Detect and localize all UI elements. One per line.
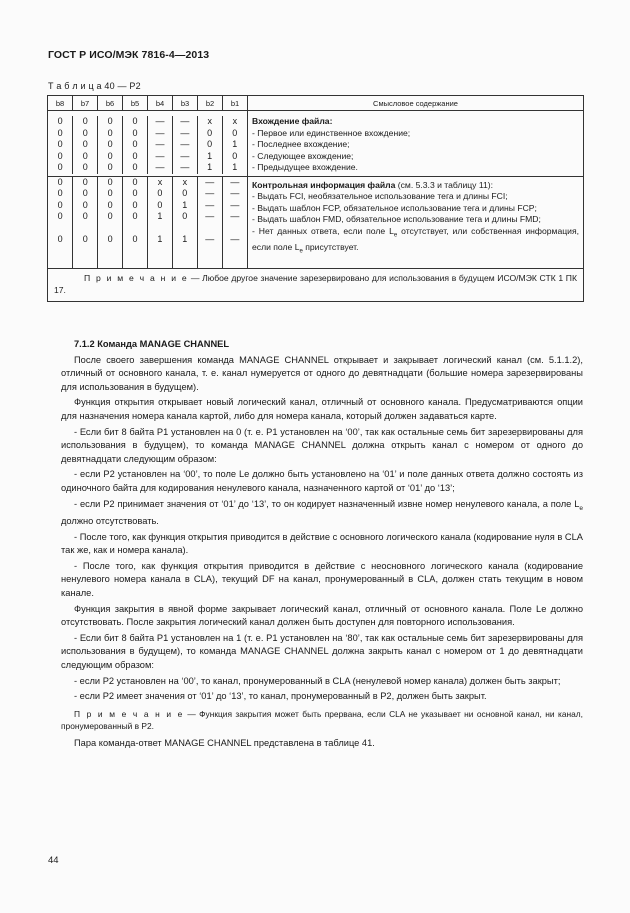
bit-cell — [222, 223, 247, 235]
bit-cell: 0 — [123, 139, 148, 151]
group1-title: Вхождение файла: — [252, 116, 333, 126]
section-heading: 7.1.2 Команда MANAGE CHANNEL — [74, 339, 230, 349]
bit-cell: x — [197, 116, 222, 128]
group1-line3: - Следующее вхождение; — [252, 150, 354, 161]
header-b6: b6 — [98, 96, 123, 111]
bit-cell: 1 — [172, 200, 197, 212]
paragraph-3: - Если бит 8 байта P1 установлен на 0 (т. е. P1 установлен на ‘00’, так как остальные семь бит зарезервированы для использования в будущем), то команда MANAGE CHANNEL должна открыть канал с номером от одного до девятнадцати следующим образом: — [61, 426, 583, 464]
bit-row — [48, 139, 247, 151]
table-row-group1 — [48, 111, 584, 177]
bit-cell: 0 — [48, 128, 73, 140]
bit-cell: 0 — [48, 188, 73, 200]
meaning-group1 — [248, 111, 584, 177]
bit-cell: — — [148, 116, 173, 128]
bit-cell — [172, 223, 197, 235]
bit-cell: — — [230, 211, 240, 221]
bit-cell: x — [172, 177, 197, 189]
p2-table — [47, 95, 584, 302]
bit-row — [48, 177, 247, 189]
paragraph-7: - После того, как функция открытия приводится в действие с неосновного логического канала (кодирование ненулевого номера канала в CLA), текущий DF на канал, пронумерованный в CLA, должен стать текущим в новом канале. — [61, 560, 583, 598]
bit-cell: 0 — [98, 200, 123, 212]
bit-cell: 0 — [48, 139, 73, 151]
bit-cell: 0 — [98, 128, 123, 140]
paragraph-12: Пара команда-ответ MANAGE CHANNEL представлена в таблице 41. — [74, 737, 375, 748]
body-note — [61, 708, 583, 733]
bit-cell: — — [172, 116, 197, 128]
bit-cell: — — [148, 139, 173, 151]
bit-cell — [123, 223, 148, 235]
group2-line3: - Выдать шаблон FMD, обязательное использование тега и длины FMD; — [252, 214, 541, 224]
bit-cell: 1 — [197, 162, 222, 174]
bit-cell: 0 — [73, 177, 98, 189]
bit-cell: — — [172, 128, 197, 140]
bit-cell: 0 — [123, 151, 148, 163]
bit-cell: 0 — [197, 128, 222, 140]
bit-cell: 0 — [98, 116, 123, 128]
bit-cell: 1 — [172, 234, 197, 268]
body-note-label: П р и м е ч а н и е — [74, 708, 184, 719]
header-b5: b5 — [123, 96, 148, 111]
bit-row — [48, 188, 247, 200]
header-b4: b4 — [148, 96, 173, 111]
bit-cell: 0 — [123, 162, 148, 174]
bit-cell: 0 — [98, 177, 123, 189]
bit-cell: 0 — [98, 162, 123, 174]
bit-cell: 0 — [73, 162, 98, 174]
bit-cell: — — [197, 177, 222, 189]
page-header: ГОСТ Р ИСО/МЭК 7816-4—2013 — [48, 49, 210, 61]
bit-cell: 0 — [98, 211, 123, 223]
bit-cell: 0 — [148, 200, 173, 212]
group2-heading — [252, 180, 579, 192]
table-note-text: — Любое другое значение зарезервировано для использования в будущем ИСО/МЭК СТК 1 ПК 17. — [54, 273, 577, 295]
group2-title: Контрольная информация файла — [252, 179, 396, 190]
group2-title-suffix: (см. 5.3.3 и таблицу 11): — [395, 179, 494, 190]
table-header-row — [48, 96, 584, 111]
bit-cell: 0 — [48, 162, 73, 174]
paragraph-5 — [61, 498, 583, 529]
bit-cell: — — [172, 139, 197, 151]
bit-cell: 0 — [73, 234, 98, 268]
bit-cell: 0 — [123, 116, 148, 128]
page-number: 44 — [48, 855, 59, 866]
header-b3: b3 — [173, 96, 198, 111]
bit-cell: — — [148, 128, 173, 140]
group2-line4-b: отсутствует, или собственная информация, если поле L — [252, 225, 580, 252]
bit-cell: 0 — [98, 139, 123, 151]
bit-cell: 1 — [148, 211, 173, 223]
group2-line4-c: присутствует. — [302, 241, 359, 252]
paragraph-11: - если P2 имеет значения от ‘01’ до ‘13’, то канал, пронумерованный в P2, должен быть закрыт. — [74, 691, 487, 702]
bit-cell: — — [230, 234, 240, 244]
paragraph-4: - если P2 установлен на ‘00’, то поле Le должно быть установлено на ‘01’ и поле данных ответа должно состоять из одиночного байта для кодирования ненулевого канала, назначенного картой от ‘01’ до ‘13’; — [61, 469, 583, 493]
paragraph-5-sub: e — [579, 504, 583, 512]
bit-cell: 0 — [232, 150, 238, 161]
bit-cell: — — [172, 162, 197, 174]
bit-cell: 0 — [73, 139, 98, 151]
bit-cell: 0 — [48, 200, 73, 212]
bit-cell: 0 — [148, 188, 173, 200]
table-note-row — [48, 269, 584, 302]
bit-cell — [197, 223, 222, 235]
bit-cell: — — [230, 199, 240, 210]
bit-cell: 1 — [232, 162, 238, 172]
bit-cell — [148, 223, 173, 235]
bit-cell — [48, 223, 73, 235]
group2-line2: - Выдать шаблон FCP, обязательное использование тега и длины FCP; — [252, 202, 537, 213]
bit-cell: 0 — [73, 116, 98, 128]
bit-cell — [98, 223, 123, 235]
bit-cell: 0 — [232, 127, 238, 138]
bit-cell: 0 — [48, 211, 73, 223]
bit-cell: 0 — [123, 234, 148, 268]
bit-row — [48, 223, 247, 235]
group2-line4-a: - Нет данных ответа, если поле L — [252, 225, 394, 236]
table-note-text-block — [54, 273, 577, 296]
bit-cell: 0 — [98, 234, 123, 268]
bit-cell: 0 — [172, 211, 197, 223]
bit-row — [48, 116, 247, 128]
paragraph-8: Функция закрытия в явной форме закрывает логический канал, отличный от основного канала. Поле Le должно отсутствовать. После закрытия логический канал должен быть доступен для повторного использования. — [61, 603, 583, 628]
bit-cell: 0 — [98, 151, 123, 163]
bit-cell: — — [148, 162, 173, 174]
bit-cell: 0 — [98, 188, 123, 200]
table-note — [48, 269, 584, 302]
group2-sub-2: e — [299, 248, 303, 255]
bit-cell: 1 — [197, 151, 222, 163]
bit-cell: — — [197, 188, 222, 200]
bit-cell: 0 — [73, 128, 98, 140]
bit-cell: 0 — [123, 128, 148, 140]
bit-cell: 1 — [148, 234, 173, 268]
bit-cell: 0 — [123, 211, 148, 223]
bit-cell: 0 — [73, 151, 98, 163]
header-b1: b1 — [223, 96, 248, 111]
group2-line4 — [252, 226, 579, 258]
bit-cell: 0 — [123, 177, 148, 189]
bit-row — [48, 200, 247, 212]
meaning-group2 — [248, 176, 584, 269]
bits-grid-group1 — [48, 116, 247, 174]
bit-cell: — — [148, 151, 173, 163]
bit-cell: 0 — [197, 139, 222, 151]
paragraph-9: - Если бит 8 байта P1 установлен на 1 (т. е. P1 установлен на ‘80’, так как остальные семь бит зарезервированы для использования в будущем), то команда MANAGE CHANNEL должна закрыть канал с номером от 1 до девятнадцати следующим образом: — [61, 632, 583, 670]
bit-cell: — — [197, 200, 222, 212]
header-b7: b7 — [73, 96, 98, 111]
bit-cell: 0 — [123, 188, 148, 200]
bit-cell: — — [197, 234, 222, 268]
bit-cell: 0 — [73, 200, 98, 212]
paragraph-5-text: - если P2 принимает значения от ‘01’ до ‘13’, то он кодирует назначенный извне номер ненулевого канала, а поле L — [74, 498, 580, 509]
bit-cell: x — [148, 177, 173, 189]
bit-cell: 1 — [232, 139, 238, 149]
bit-cell — [73, 223, 98, 235]
paragraph-2: Функция открытия открывает новый логический канал, отличный от основного канала. Предусматриваются опции для назначения номера канала картой, либо для номера канала, который должен задаваться карте. — [61, 397, 583, 421]
paragraph-10: - если P2 установлен на ‘00’, то канал, пронумерованный в CLA (ненулевой номер канала) должен быть закрыт; — [74, 675, 561, 686]
table-row-group2 — [48, 176, 584, 269]
table-note-label: П р и м е ч а н и е — [84, 273, 189, 283]
group1-line1: - Первое или единственное вхождение; — [252, 127, 411, 138]
table-caption: Т а б л и ц а 40 — P2 — [48, 81, 141, 91]
bits-group1 — [48, 111, 248, 177]
bit-cell: 0 — [73, 211, 98, 223]
bit-cell: — — [230, 176, 240, 187]
bit-cell: — — [172, 151, 197, 163]
bit-cell: x — [232, 116, 238, 126]
bit-cell: 0 — [48, 116, 73, 128]
group2-sub-1: e — [393, 232, 398, 239]
bit-cell: — — [230, 188, 240, 198]
bit-cell: 0 — [48, 177, 73, 189]
header-meaning: Смысловое содержание — [248, 96, 584, 111]
bit-row — [48, 151, 247, 163]
body-note-text: — Функция закрытия может быть прервана, если CLA не указывает ни основной канал, ни канал, пронумерованный в P2. — [61, 708, 583, 732]
section-body — [61, 338, 583, 752]
bits-group2 — [48, 176, 248, 269]
bits-grid-group2 — [48, 177, 247, 269]
header-b8: b8 — [48, 96, 73, 111]
bit-cell: — — [197, 211, 222, 223]
bit-row — [48, 128, 247, 140]
group1-line4: - Предыдущее вхождение. — [252, 162, 358, 172]
bit-row — [48, 234, 247, 268]
header-b2: b2 — [198, 96, 223, 111]
bit-cell: 0 — [73, 188, 98, 200]
bit-cell: 0 — [172, 188, 197, 200]
group1-line2: - Последнее вхождение; — [252, 139, 350, 149]
bit-cell: 0 — [48, 151, 73, 163]
bit-row — [48, 211, 247, 223]
paragraph-1: После своего завершения команда MANAGE CHANNEL открывает и закрывает логический канал (см. 5.1.1.2), отличный от основного канала, т. е. канал нумеруется от одного до девятнадцати (большие номера зарезервированы для использования в будущем). — [61, 354, 583, 392]
group2-line1: - Выдать FCI, необязательное использование тега и длины FCI; — [252, 191, 508, 201]
bit-row — [48, 162, 247, 174]
bit-cell: 0 — [48, 234, 73, 268]
paragraph-5-end: должно отсутствовать. — [61, 515, 159, 526]
paragraph-6: - После того, как функция открытия приводится в действие с основного логического канала (кодирование нуля в CLA так же, как и номера канала). — [61, 531, 583, 556]
bit-cell: 0 — [123, 200, 148, 212]
